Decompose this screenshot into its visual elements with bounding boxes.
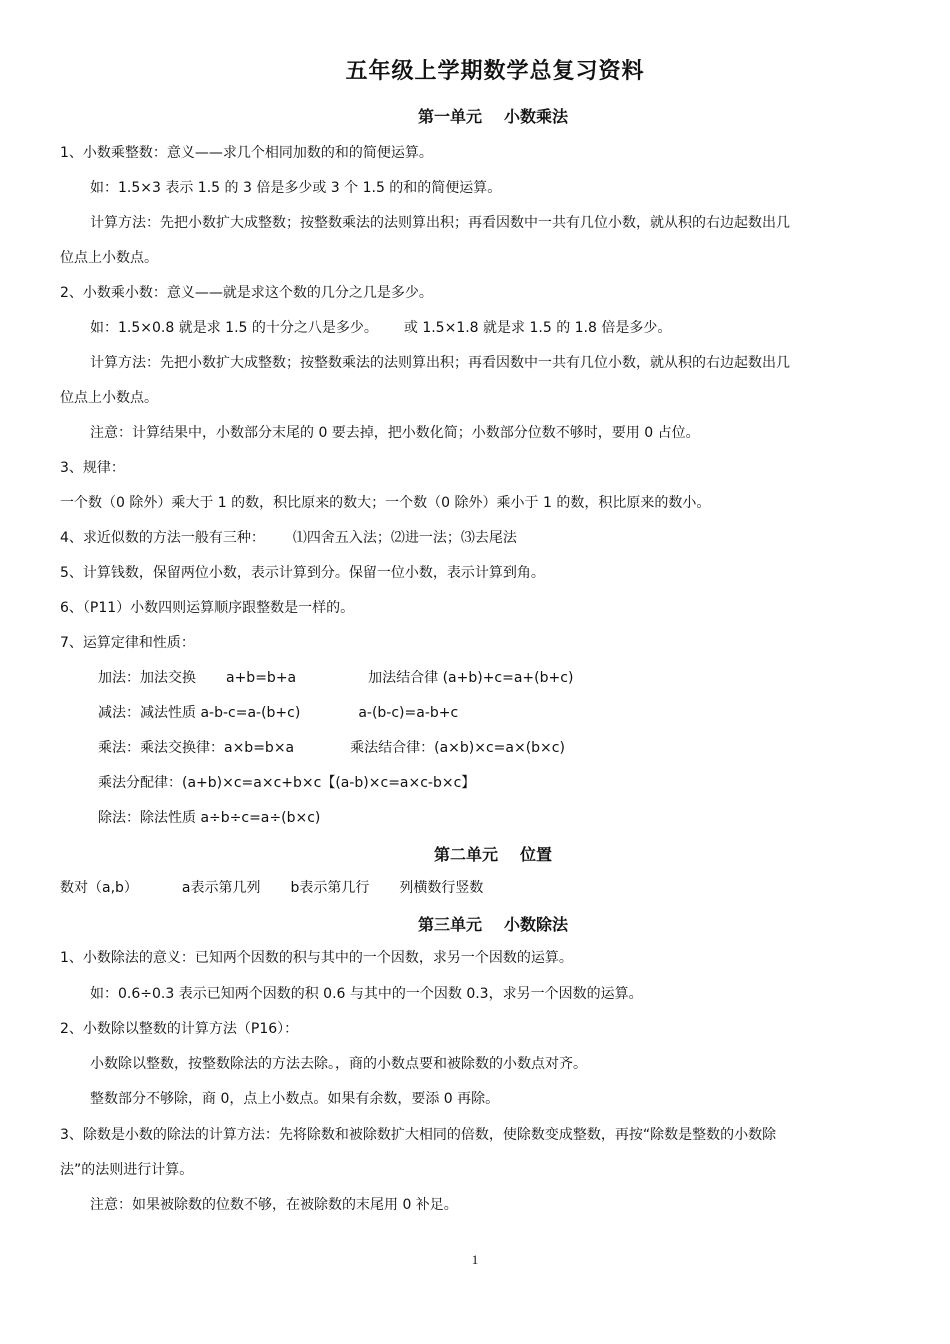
- unit3-item1: 1、小数除法的意义：已知两个因数的积与其中的一个因数，求另一个因数的运算。: [60, 950, 573, 966]
- unit2-heading-number: 第二单元: [433, 845, 498, 864]
- law-distributive: 乘法分配律：(a+b)×c=a×c+b×c【(a-b)×c=a×c-b×c】: [98, 775, 476, 791]
- unit1-heading-topic: 小数乘法: [504, 107, 569, 126]
- unit1-item2-example-b: 或 1.5×1.8 就是求 1.5 的 1.8 倍是多少。: [403, 320, 672, 336]
- unit3-item2-rule2: 整数部分不够除，商 0，点上小数点。如果有余数，要添 0 再除。: [90, 1091, 500, 1107]
- page-number: 1: [471, 1252, 479, 1267]
- law-multiplication: [98, 738, 938, 758]
- unit3-item3-line1: 3、除数是小数的除法的计算方法：先将除数和被除数扩大相同的倍数，使除数变成整数，再按“除数是整数的小数除: [60, 1127, 777, 1143]
- unit2-heading-topic: 位置: [520, 845, 553, 864]
- unit2-mnemonic: 列横数行竖数: [399, 880, 484, 896]
- unit1-heading: [0, 104, 950, 127]
- unit3-item2-rule1: 小数除以整数，按整数除法的方法去除。，商的小数点要和被除数的小数点对齐。: [90, 1056, 587, 1072]
- law-addition-commutative: a+b=b+a: [226, 670, 297, 686]
- document-title: 五年级上学期数学总复习资料: [345, 59, 645, 84]
- law-multiplication-commutative: 乘法：乘法交换律：a×b=b×a: [98, 740, 295, 756]
- unit3-item3-note: 注意：如果被除数的位数不够，在被除数的末尾用 0 补足。: [90, 1197, 458, 1213]
- unit2-heading: [0, 842, 950, 865]
- law-subtraction: [98, 703, 938, 723]
- law-subtraction-property: 减法：减法性质 a-b-c=a-(b+c): [98, 705, 301, 721]
- unit2-a-meaning: a表示第几列: [181, 880, 261, 896]
- law-multiplication-associative: 乘法结合律：(a×b)×c=a×(b×c): [350, 740, 565, 756]
- unit1-item1-example: 如：1.5×3 表示 1.5 的 3 倍是多少或 3 个 1.5 的和的简便运算。: [90, 180, 502, 196]
- unit1-item4-methods: ⑴四舍五入法；⑵进一法；⑶去尾法: [292, 530, 517, 546]
- unit1-item2-method-line1: 计算方法：先把小数扩大成整数；按整数乘法的法则算出积；再看因数中一共有几位小数，就从积的右边起数出几: [90, 355, 790, 371]
- unit1-item3: 3、规律：: [60, 460, 125, 476]
- unit2-b-meaning: b表示第几行: [290, 880, 370, 896]
- unit3-item1-example: 如：0.6÷0.3 表示已知两个因数的积 0.6 与其中的一个因数 0.3，求另一个因数的运算。: [90, 986, 643, 1002]
- unit3-heading-topic: 小数除法: [504, 915, 569, 934]
- unit1-heading-number: 第一单元: [417, 107, 482, 126]
- law-subtraction-property-2: a-(b-c)=a-b+c: [358, 705, 459, 721]
- unit1-item1: 1、小数乘整数：意义——求几个相同加数的和的简便运算。: [60, 145, 433, 161]
- unit1-item2-example-a: 如：1.5×0.8 就是求 1.5 的十分之八是多少。: [90, 320, 378, 336]
- unit3-item2: 2、小数除以整数的计算方法（P16）：: [60, 1021, 299, 1037]
- unit2-position-line: [60, 878, 900, 898]
- unit1-item6: 6、（P11）小数四则运算顺序跟整数是一样的。: [60, 600, 355, 616]
- unit1-item2-note: 注意：计算结果中，小数部分末尾的 0 要去掉，把小数化简；小数部分位数不够时，要用 0 占位。: [90, 425, 700, 441]
- law-addition: [98, 668, 938, 688]
- unit1-item1-method-line1: 计算方法：先把小数扩大成整数；按整数乘法的法则算出积；再看因数中一共有几位小数，就从积的右边起数出几: [90, 215, 790, 231]
- unit1-item4: [60, 528, 900, 548]
- unit1-item3-rule: 一个数（0 除外）乘大于 1 的数，积比原来的数大；一个数（0 除外）乘小于 1 的数，积比原来的数小。: [60, 495, 711, 511]
- unit1-item2-example: [90, 318, 930, 338]
- unit1-item1-method-line2: 位点上小数点。: [60, 250, 158, 266]
- unit3-item3-line2: 法”的法则进行计算。: [60, 1162, 194, 1178]
- unit1-item4-label: 4、求近似数的方法一般有三种：: [60, 530, 265, 546]
- law-addition-associative: 加法结合律 (a+b)+c=a+(b+c): [368, 670, 574, 686]
- unit2-coordinate-pair: 数对（a,b）: [60, 880, 138, 896]
- unit1-item7: 7、运算定律和性质：: [60, 635, 195, 651]
- law-division: 除法：除法性质 a÷b÷c=a÷(b×c): [98, 810, 321, 826]
- unit3-heading-number: 第三单元: [417, 915, 482, 934]
- unit1-item2-method-line2: 位点上小数点。: [60, 390, 158, 406]
- law-addition-label: 加法：加法交换: [98, 670, 196, 686]
- unit1-item2: 2、小数乘小数：意义——就是求这个数的几分之几是多少。: [60, 285, 433, 301]
- unit3-heading: [0, 912, 950, 935]
- unit1-item5: 5、计算钱数，保留两位小数，表示计算到分。保留一位小数，表示计算到角。: [60, 565, 545, 581]
